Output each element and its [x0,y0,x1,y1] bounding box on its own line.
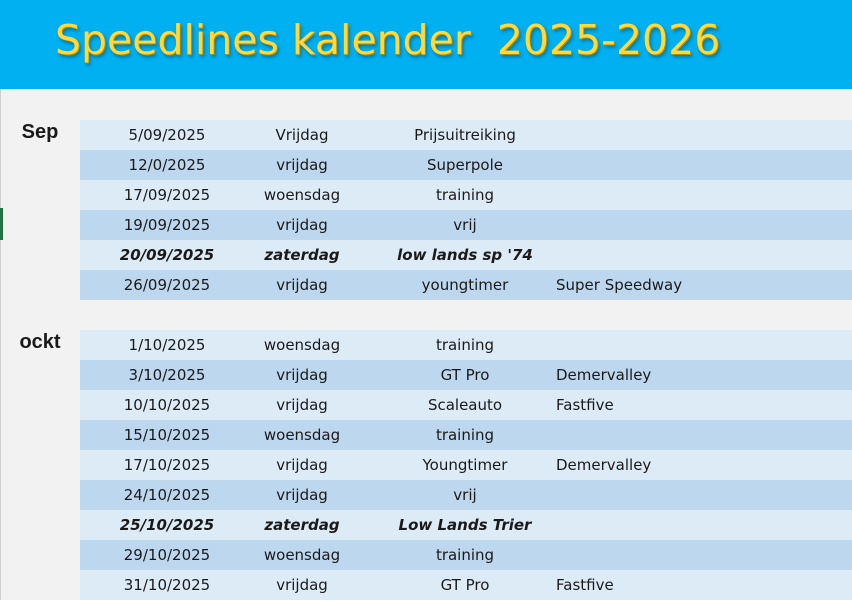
table-row[interactable] [80,330,852,360]
day-cell[interactable]: vrijdag [276,456,328,474]
location-cell[interactable]: Super Speedway [556,276,683,294]
table-row[interactable] [80,480,852,510]
event-cell[interactable]: GT Pro [440,576,490,594]
location-cell[interactable]: Fastfive [556,396,614,414]
date-cell[interactable]: 10/10/2025 [123,396,211,414]
location-cell[interactable]: Demervalley [556,366,652,384]
location-cell[interactable] [556,540,736,570]
day-cell[interactable]: Vrijdag [275,126,329,144]
event-cell[interactable]: Superpole [426,156,504,174]
day-cell[interactable]: vrijdag [276,576,328,594]
date-cell[interactable]: 3/10/2025 [128,366,206,384]
table-row[interactable] [80,180,852,210]
event-cell[interactable]: training [435,336,495,354]
event-cell[interactable]: training [435,546,495,564]
day-cell[interactable]: vrijdag [276,276,328,294]
date-cell[interactable]: 24/10/2025 [123,486,211,504]
month-table-sep [80,120,852,300]
date-cell[interactable]: 5/09/2025 [128,126,206,144]
date-cell[interactable]: 29/10/2025 [123,546,211,564]
date-cell[interactable]: 26/09/2025 [123,276,211,294]
date-cell[interactable]: 12/0/2025 [128,156,206,174]
day-cell[interactable]: vrijdag [276,216,328,234]
date-cell[interactable]: 19/09/2025 [123,216,211,234]
event-cell[interactable]: Scaleauto [427,396,503,414]
table-row[interactable] [80,210,852,240]
location-cell[interactable] [556,480,736,510]
location-cell[interactable] [556,150,736,180]
table-row[interactable] [80,540,852,570]
month-label-sep: Sep [21,121,59,143]
event-cell[interactable]: Prijsuitreiking [414,126,516,144]
location-cell[interactable]: Demervalley [556,456,652,474]
date-cell[interactable]: 20/09/2025 [119,246,215,264]
event-cell[interactable]: GT Pro [440,366,490,384]
day-cell[interactable]: zaterdag [264,246,340,264]
location-cell[interactable] [556,180,736,210]
location-cell[interactable] [556,330,736,360]
date-cell[interactable]: 17/09/2025 [123,186,211,204]
event-cell[interactable]: vrij [453,486,477,504]
table-row[interactable] [80,120,852,150]
table-row[interactable] [80,390,852,420]
table-row[interactable] [80,240,852,270]
day-cell[interactable]: vrijdag [276,366,328,384]
day-cell[interactable]: woensdag [263,186,341,204]
table-row[interactable] [80,420,852,450]
location-cell[interactable] [556,510,736,540]
month-table-ockt [80,330,852,600]
table-row[interactable] [80,270,852,300]
date-cell[interactable]: 25/10/2025 [119,516,215,534]
day-cell[interactable]: vrijdag [276,486,328,504]
day-cell[interactable]: woensdag [263,546,341,564]
table-row[interactable] [80,510,852,540]
event-cell[interactable]: low lands sp '74 [397,246,533,264]
location-cell[interactable]: Fastfive [556,576,614,594]
table-row[interactable] [80,570,852,600]
table-row[interactable] [80,360,852,390]
table-row[interactable] [80,450,852,480]
day-cell[interactable]: vrijdag [276,396,328,414]
table-row[interactable] [80,150,852,180]
date-cell[interactable]: 31/10/2025 [123,576,211,594]
event-cell[interactable]: training [435,186,495,204]
location-cell[interactable] [556,240,736,270]
date-cell[interactable]: 1/10/2025 [128,336,206,354]
date-cell[interactable]: 15/10/2025 [123,426,211,444]
event-cell[interactable]: Youngtimer [422,456,508,474]
day-cell[interactable]: woensdag [263,426,341,444]
month-label-ockt: ockt [19,331,61,353]
date-cell[interactable]: 17/10/2025 [123,456,211,474]
location-cell[interactable] [556,120,736,150]
location-cell[interactable] [556,420,736,450]
event-cell[interactable]: youngtimer [421,276,509,294]
active-row-marker [0,208,3,240]
location-cell[interactable] [556,210,736,240]
day-cell[interactable]: vrijdag [276,156,328,174]
day-cell[interactable]: woensdag [263,336,341,354]
event-cell[interactable]: Low Lands Trier [398,516,532,534]
event-cell[interactable]: vrij [453,216,477,234]
header-banner [0,0,852,89]
event-cell[interactable]: training [435,426,495,444]
day-cell[interactable]: zaterdag [264,516,340,534]
page-title: Speedlines kalender 2025-2026 [55,16,721,64]
